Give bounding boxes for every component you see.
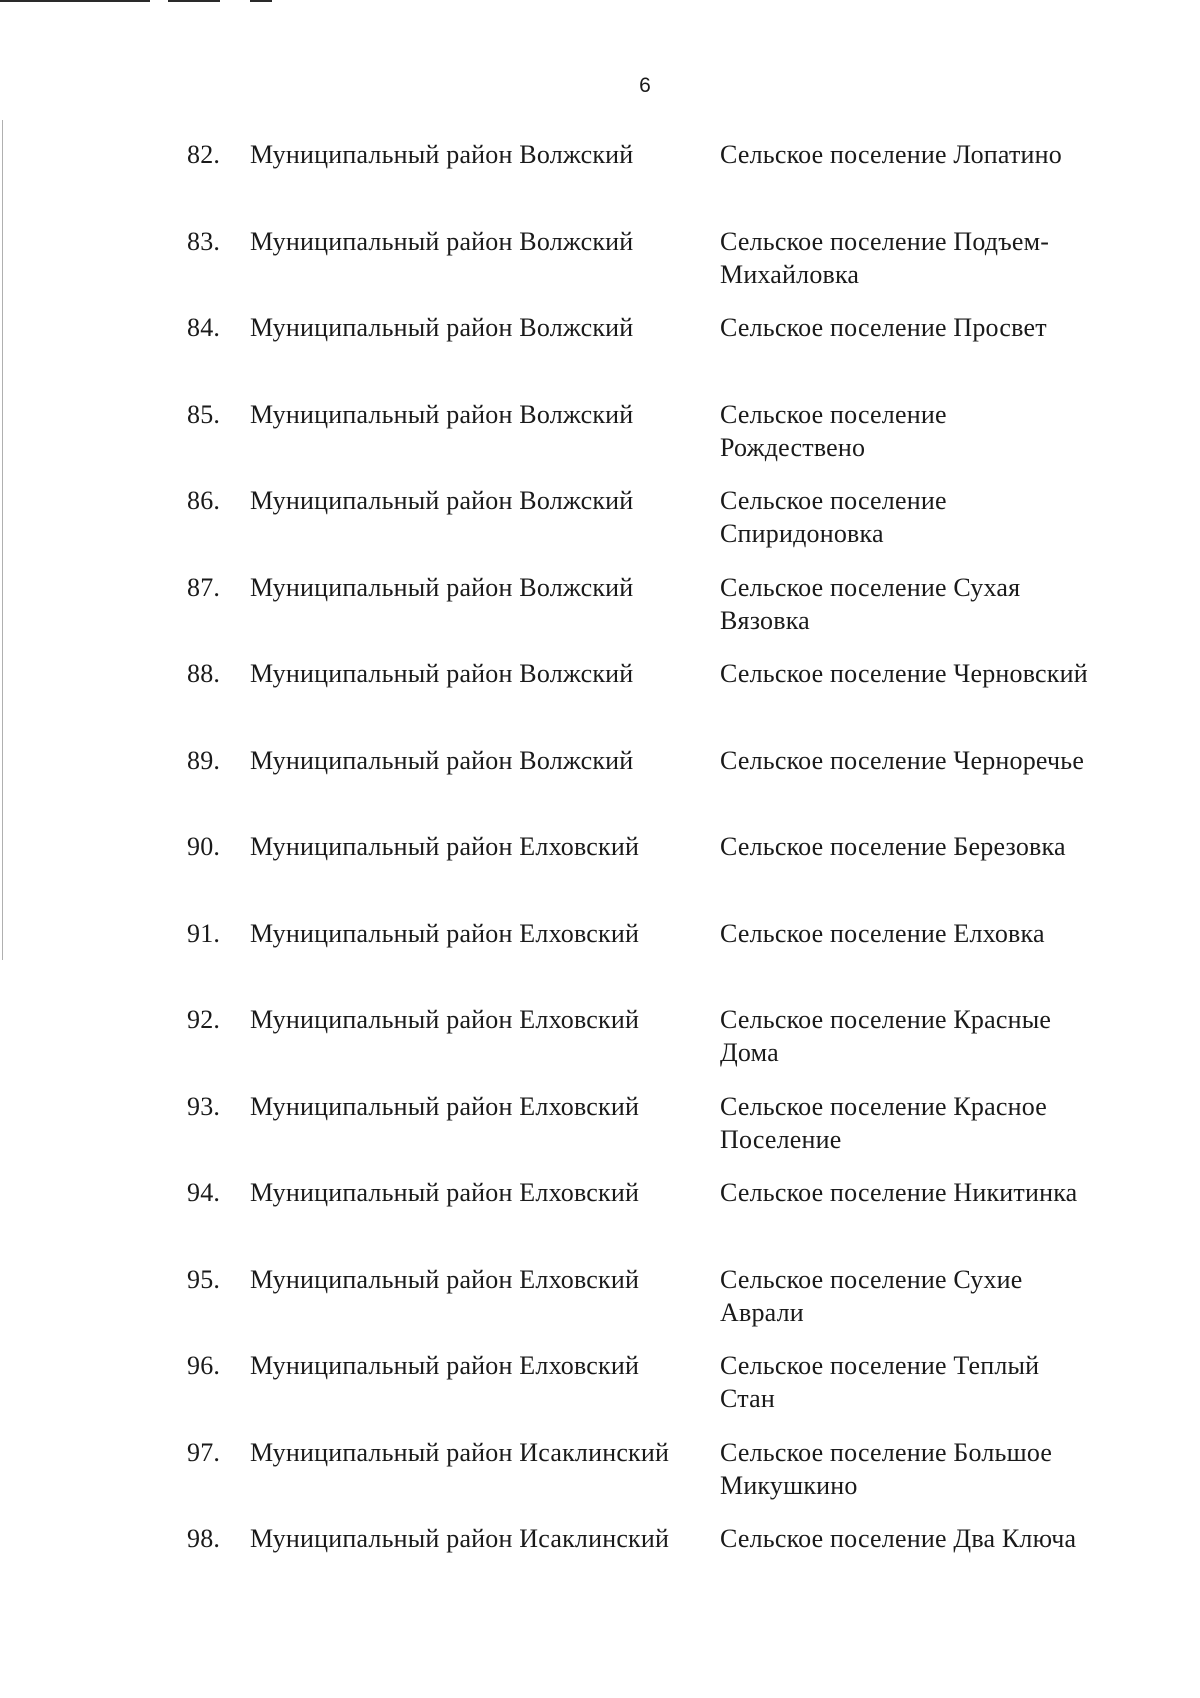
municipal-district: Муниципальный район Елховский (250, 832, 640, 861)
municipal-district: Муниципальный район Волжский (250, 399, 634, 429)
municipal-district: Муниципальный район Исаклинский (250, 1524, 670, 1553)
municipal-district: Муниципальный район Волжский (250, 313, 634, 342)
list-item (0, 1090, 1200, 1177)
municipal-district: Муниципальный район Волжский (250, 486, 634, 515)
item-number: 92. (187, 1005, 221, 1034)
item-number: 96. (187, 1351, 221, 1380)
list-item (0, 484, 1200, 571)
item-number: 98. (187, 1524, 221, 1553)
municipal-district: Муниципальный район Елховский (250, 1091, 640, 1121)
rural-settlement: Сельское поселение Никитинка (720, 1178, 1078, 1207)
rural-settlement: Сельское поселение Черноречье (720, 745, 1085, 775)
settlements-list (0, 138, 1200, 1609)
list-item (0, 744, 1200, 831)
municipal-district: Муниципальный район Волжский (250, 572, 634, 602)
rural-settlement: Сельское поселение Черновский (720, 659, 1088, 688)
rural-settlement: Сельское поселение Сухие Аврали (720, 1264, 1023, 1327)
page-number: 6 (639, 74, 651, 97)
municipal-district: Муниципальный район Елховский (250, 1005, 640, 1034)
rural-settlement: Сельское поселение Елховка (720, 918, 1045, 948)
rural-settlement: Сельское поселение Сухая Вязовка (720, 572, 1021, 635)
list-item (0, 657, 1200, 744)
item-number: 83. (187, 226, 221, 256)
list-item (0, 830, 1200, 917)
municipal-district: Муниципальный район Елховский (250, 1178, 640, 1207)
list-item (0, 1436, 1200, 1523)
rural-settlement: Сельское поселение Два Ключа (720, 1524, 1077, 1553)
list-item (0, 1003, 1200, 1090)
item-number: 97. (187, 1437, 221, 1467)
item-number: 95. (187, 1264, 221, 1294)
list-item (0, 1176, 1200, 1263)
municipal-district: Муниципальный район Волжский (250, 659, 634, 688)
rural-settlement: Сельское поселение Спиридоновка (720, 486, 947, 548)
list-item (0, 225, 1200, 312)
item-number: 94. (187, 1178, 221, 1207)
item-number: 87. (187, 572, 221, 602)
rural-settlement: Сельское поселение Рождествено (720, 399, 947, 462)
municipal-district: Муниципальный район Волжский (250, 226, 634, 256)
municipal-district: Муниципальный район Елховский (250, 1264, 640, 1294)
rural-settlement: Сельское поселение Березовка (720, 832, 1066, 861)
rural-settlement: Сельское поселение Большое Микушкино (720, 1437, 1053, 1500)
rural-settlement: Сельское поселение Красные Дома (720, 1005, 1052, 1067)
rural-settlement: Сельское поселение Красное Поселение (720, 1091, 1047, 1154)
list-item (0, 398, 1200, 485)
scan-edge-mark (168, 0, 220, 2)
item-number: 84. (187, 313, 221, 342)
item-number: 85. (187, 399, 221, 429)
municipal-district: Муниципальный район Елховский (250, 1351, 640, 1380)
item-number: 86. (187, 486, 221, 515)
municipal-district: Муниципальный район Елховский (250, 918, 640, 948)
item-number: 93. (187, 1091, 221, 1121)
item-number: 88. (187, 659, 221, 688)
rural-settlement: Сельское поселение Просвет (720, 313, 1047, 342)
item-number: 91. (187, 918, 221, 948)
rural-settlement: Сельское поселение Подъем-Михайловка (720, 226, 1050, 289)
list-item (0, 1263, 1200, 1350)
item-number: 89. (187, 745, 221, 775)
municipal-district: Муниципальный район Исаклинский (250, 1437, 670, 1467)
list-item (0, 311, 1200, 398)
municipal-district: Муниципальный район Волжский (250, 745, 634, 775)
list-item (0, 917, 1200, 1004)
item-number: 90. (187, 832, 221, 861)
list-item (0, 1522, 1200, 1609)
list-item (0, 571, 1200, 658)
scan-edge-mark (0, 0, 150, 2)
municipal-district: Муниципальный район Волжский (250, 140, 634, 169)
rural-settlement: Сельское поселение Теплый Стан (720, 1351, 1040, 1413)
list-item (0, 138, 1200, 225)
item-number: 82. (187, 140, 221, 169)
list-item (0, 1349, 1200, 1436)
scan-edge-mark (250, 0, 272, 2)
rural-settlement: Сельское поселение Лопатино (720, 140, 1062, 169)
